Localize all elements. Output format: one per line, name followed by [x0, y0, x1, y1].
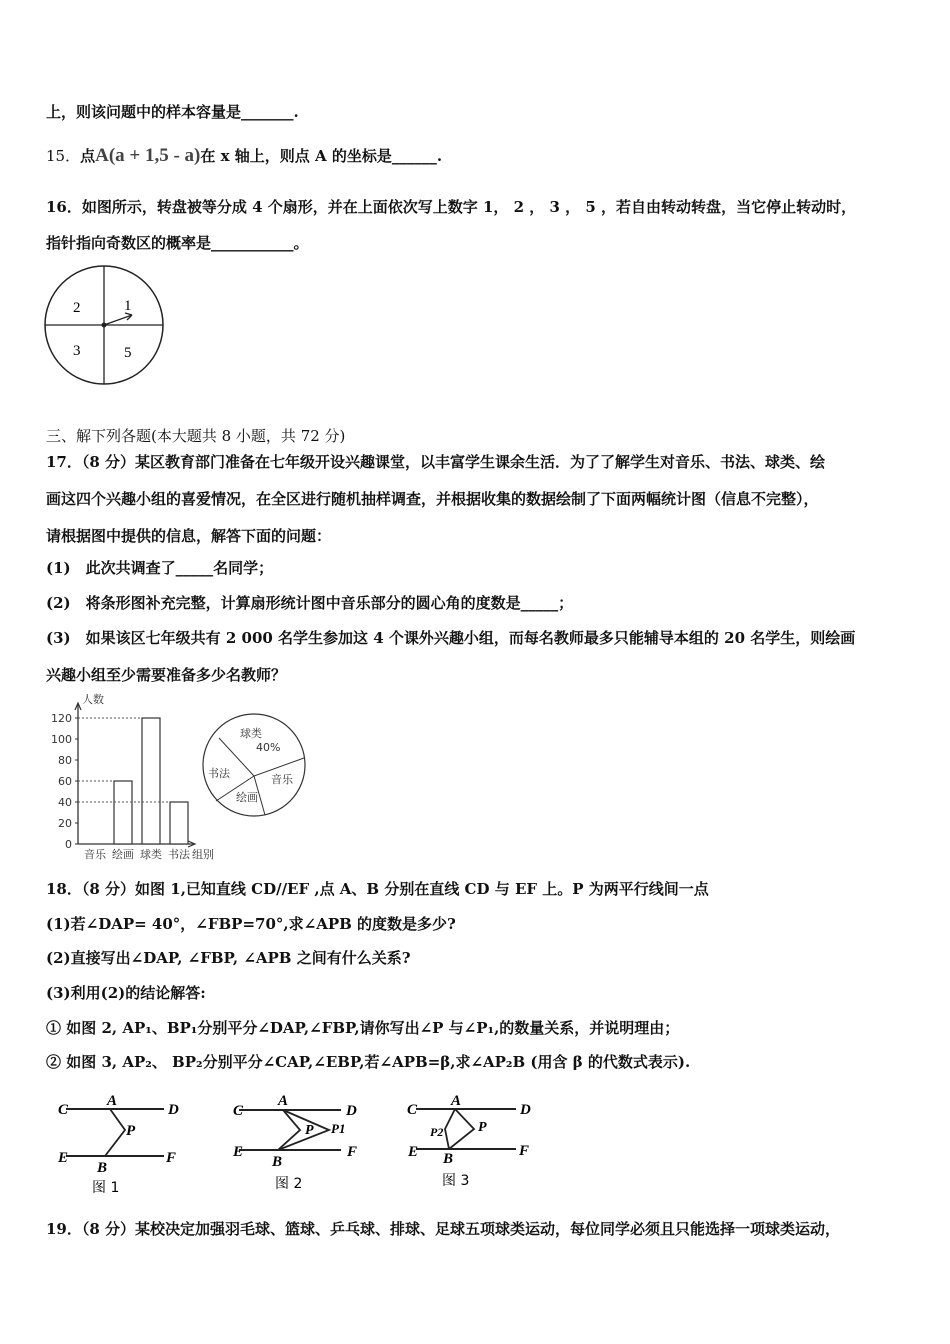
x-axis-label: 组别: [192, 848, 214, 861]
q18-line-1: 18．（8 分）如图 1,已知直线 CD//EF ,点 A、B 分别在直线 CD 与 EF 上。P 为两平行线间一点: [46, 880, 709, 898]
geometry-figure-1: [52, 1092, 192, 1197]
label-f: F: [347, 1144, 358, 1160]
label-e: E: [58, 1150, 69, 1166]
label-b: B: [443, 1151, 454, 1167]
section-3-heading: 三、解下列各题(本大题共 8 小题，共 72 分): [46, 427, 346, 445]
y-tick-label: 120: [51, 712, 72, 725]
label-p: P: [478, 1120, 487, 1135]
q17-sub-2: (2) 将条形图补充完整，计算扇形统计图中音乐部分的圆心角的度数是_____；: [46, 594, 574, 612]
label-p: P: [305, 1123, 314, 1138]
label-d: D: [346, 1103, 357, 1119]
spinner-figure: [40, 262, 170, 392]
geometry-figure-3: [398, 1092, 548, 1197]
q15-post: 在 x 轴上，则点 A 的坐标是______.: [200, 147, 443, 165]
q16-line-1: 16．如图所示，转盘被等分成 4 个扇形，并在上面依次写上数字 1， 2 ， 3 ， 5 ，若自由转动转盘，当它停止转动时，: [46, 198, 857, 216]
y-tick-label: 80: [58, 754, 72, 767]
y-tick-label: 40: [58, 796, 72, 809]
q15-number: 15．: [46, 147, 81, 165]
label-a: A: [107, 1093, 118, 1109]
label-b: B: [272, 1154, 283, 1170]
path-apb: [105, 1109, 125, 1156]
q17-sub-3-line-1: (3) 如果该区七年级共有 2 000 名学生参加这 4 个课外兴趣小组，而每名教师最多只能辅导本组的 20 名学生，则绘画: [46, 629, 856, 647]
q19-line-1: 19．（8 分）某校决定加强羽毛球、篮球、乒乓球、排球、足球五项球类运动，每位同学必须且只能选择一项球类运动，: [46, 1220, 841, 1238]
y-tick-label: 100: [51, 733, 72, 746]
label-p: P: [126, 1123, 136, 1139]
geometry-figure-2: [225, 1092, 375, 1197]
label-d: D: [168, 1102, 179, 1118]
bar-3: [170, 802, 188, 844]
label-e: E: [233, 1144, 244, 1160]
label-p2: P2: [430, 1125, 444, 1139]
pie-label-ball-percent: 40%: [256, 741, 281, 754]
x-category-label: 音乐: [84, 848, 106, 861]
caption-figure-1: 图 1: [92, 1180, 120, 1196]
caption-figure-2: 图 2: [275, 1176, 303, 1192]
spinner-number-1: 1: [124, 298, 132, 314]
q18-line-3: (2)直接写出∠DAP, ∠FBP, ∠APB 之间有什么关系?: [46, 949, 411, 967]
q18-line-5: ① 如图 2, AP₁、BP₁分别平分∠DAP,∠FBP,请你写出∠P 与∠P₁,的数量关系，并说明理由；: [46, 1019, 680, 1037]
x-category-label: 书法: [168, 848, 190, 861]
y-tick-label: 20: [58, 817, 72, 830]
y-tick-label: 60: [58, 775, 72, 788]
path-ap2b: [445, 1109, 455, 1149]
q17-sub-3-line-2: 兴趣小组至少需要准备多少名教师？: [46, 666, 287, 684]
y-tick-label: 0: [65, 838, 72, 851]
y-axis-label: 人数: [82, 693, 104, 706]
q18-line-2: (1)若∠DAP= 40°，∠FBP=70°,求∠APB 的度数是多少?: [46, 915, 456, 933]
label-f: F: [519, 1143, 530, 1159]
bar-1: [114, 781, 132, 844]
q18-line-4: (3)利用(2)的结论解答:: [46, 984, 206, 1002]
label-b: B: [97, 1160, 108, 1176]
label-a: A: [278, 1093, 289, 1109]
spinner-number-2: 2: [73, 300, 81, 316]
q16-line-2: 指针指向奇数区的概率是___________。: [46, 234, 309, 252]
label-f: F: [166, 1150, 177, 1166]
spinner-number-3: 3: [73, 343, 81, 359]
q17-line-2: 画这四个兴趣小组的喜爱情况，在全区进行随机抽样调查，并根据收集的数据绘制了下面两幅统计图（信息不完整），: [46, 490, 819, 508]
label-e: E: [408, 1144, 419, 1160]
label-c: C: [58, 1102, 69, 1118]
q15-pre: 点: [80, 147, 96, 165]
pie-chart: [200, 712, 312, 824]
x-category-label: 绘画: [112, 848, 134, 861]
x-category-label: 球类: [140, 848, 162, 861]
spinner-number-5: 5: [124, 345, 132, 361]
label-c: C: [407, 1102, 418, 1118]
pie-label-calligraphy: 书法: [208, 767, 230, 780]
caption-figure-3: 图 3: [442, 1173, 470, 1189]
pie-label-ball: 球类: [240, 727, 262, 740]
label-p1: P1: [331, 1121, 346, 1136]
q17-line-1: 17．（8 分）某区教育部门准备在七年级开设兴趣课堂，以丰富学生课余生活．为了了解学生对音乐、书法、球类、绘: [46, 453, 826, 471]
q17-sub-1: (1) 此次共调查了_____名同学；: [46, 559, 274, 577]
label-d: D: [520, 1102, 531, 1118]
q17-line-3: 请根据图中提供的信息，解答下面的问题：: [46, 527, 332, 545]
bar-2: [142, 718, 160, 844]
label-c: C: [233, 1103, 244, 1119]
q15-point-expression: A(a + 1,5 - a): [95, 145, 201, 166]
pie-label-painting: 绘画: [236, 791, 258, 804]
question-15: [46, 146, 442, 166]
label-a: A: [451, 1093, 462, 1109]
intro-line: 上，则该问题中的样本容量是_______.: [46, 103, 299, 121]
q18-line-6: ② 如图 3, AP₂、 BP₂分别平分∠CAP,∠EBP,若∠APB=β,求∠AP₂B (用含 β 的代数式表示).: [46, 1053, 691, 1071]
pie-label-music: 音乐: [271, 773, 293, 786]
